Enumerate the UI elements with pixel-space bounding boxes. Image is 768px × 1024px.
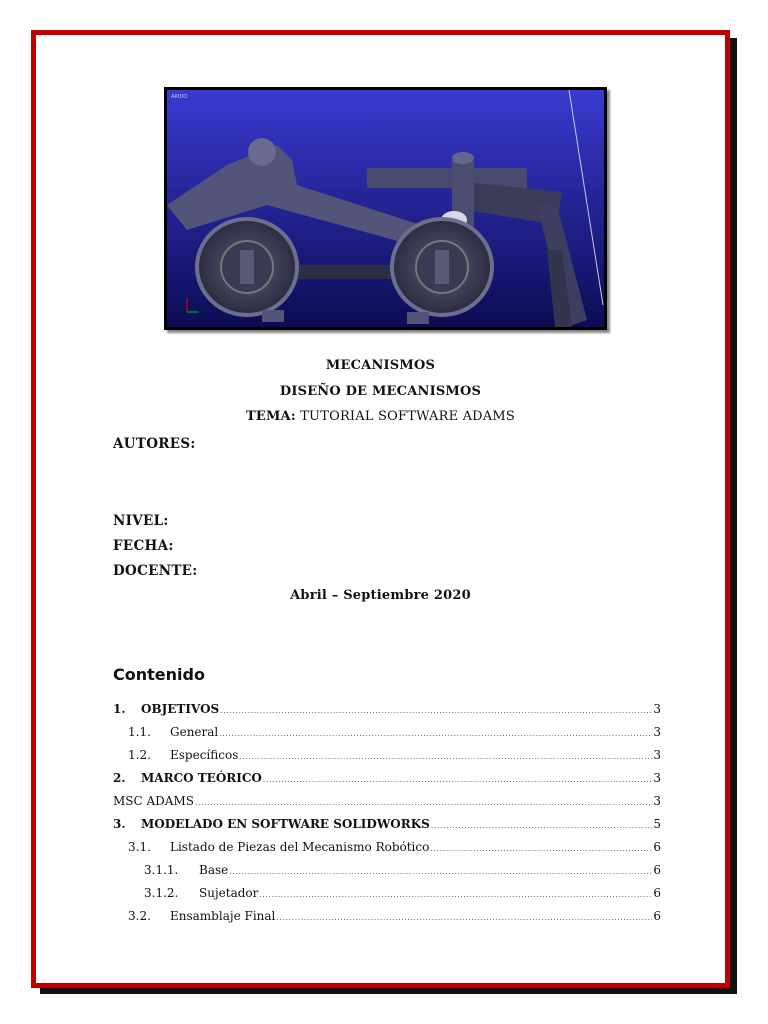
toc-entry[interactable]	[113, 748, 661, 771]
toc-dot-leader	[229, 867, 652, 876]
toc-entry[interactable]	[113, 840, 661, 863]
toc-entry-label: Base	[199, 863, 229, 877]
toc-entry-page: 5	[653, 817, 661, 831]
toc-entry-page: 3	[653, 748, 661, 762]
nivel-label: NIVEL:	[113, 513, 169, 529]
fecha-label: FECHA:	[113, 538, 174, 554]
toc-entry-number: 3.1.	[128, 840, 151, 854]
toc-entry-number: 2.	[113, 771, 126, 785]
toc-entry-page: 3	[653, 794, 661, 808]
toc-entry-label: Sujetador	[199, 886, 259, 900]
document-title: MECANISMOS	[325, 358, 436, 373]
tema-line	[36, 409, 725, 424]
toc-entry-number: 1.1.	[128, 725, 151, 739]
toc-dot-leader	[431, 821, 653, 830]
tema-label: TEMA:	[245, 409, 296, 424]
toc-entry[interactable]	[113, 702, 661, 725]
toc-entry[interactable]	[113, 817, 661, 840]
toc-entry-label: General	[170, 725, 219, 739]
toc-entry-number: 1.	[113, 702, 126, 716]
toc-entry-page: 6	[653, 863, 661, 877]
toc-title: Contenido	[113, 665, 205, 684]
image-caption: ARIDO	[171, 94, 188, 100]
toc-entry-label: Listado de Piezas del Mecanismo Robótico	[170, 840, 430, 854]
toc-dot-leader	[263, 775, 652, 784]
toc-entry-number: 3.2.	[128, 909, 151, 923]
toc-entry-number: 1.2.	[128, 748, 151, 762]
toc-entry[interactable]	[113, 725, 661, 748]
toc-entry[interactable]	[113, 863, 661, 886]
document-subtitle: DISEÑO DE MECANISMOS	[279, 384, 482, 399]
page-frame	[31, 30, 730, 988]
docente-label: DOCENTE:	[113, 563, 198, 579]
toc-dot-leader	[219, 729, 652, 738]
toc-entry-page: 3	[653, 725, 661, 739]
toc-entry-number: 3.	[113, 817, 126, 831]
toc-entry-page: 6	[653, 840, 661, 854]
table-of-contents	[113, 702, 661, 932]
toc-entry-label: MSC ADAMS	[113, 794, 194, 808]
toc-entry-number: 3.1.2.	[144, 886, 179, 900]
autores-label: AUTORES:	[113, 436, 196, 452]
mechanism-render	[167, 90, 604, 327]
toc-entry-number: 3.1.1.	[144, 863, 179, 877]
toc-entry[interactable]	[113, 886, 661, 909]
toc-entry-label: Específicos	[170, 748, 239, 762]
toc-entry-label: Ensamblaje Final	[170, 909, 276, 923]
toc-dot-leader	[430, 844, 652, 853]
toc-entry-label: MODELADO EN SOFTWARE SOLIDWORKS	[141, 817, 430, 831]
toc-entry-page: 3	[653, 771, 661, 785]
toc-entry-label: OBJETIVOS	[141, 702, 220, 716]
toc-dot-leader	[239, 752, 652, 761]
tema-value: TUTORIAL SOFTWARE ADAMS	[300, 409, 516, 424]
toc-dot-leader	[220, 706, 652, 715]
cover-image-mechanism-render	[164, 87, 607, 330]
toc-entry-label: MARCO TEÓRICO	[141, 771, 262, 785]
toc-dot-leader	[259, 890, 652, 899]
toc-dot-leader	[195, 798, 652, 807]
toc-dot-leader	[276, 913, 652, 922]
toc-entry-page: 6	[653, 886, 661, 900]
toc-entry[interactable]	[113, 909, 661, 932]
toc-entry[interactable]	[113, 794, 661, 817]
toc-entry[interactable]	[113, 771, 661, 794]
toc-entry-page: 3	[653, 702, 661, 716]
period-text: Abril – Septiembre 2020	[290, 588, 471, 603]
toc-entry-page: 6	[653, 909, 661, 923]
